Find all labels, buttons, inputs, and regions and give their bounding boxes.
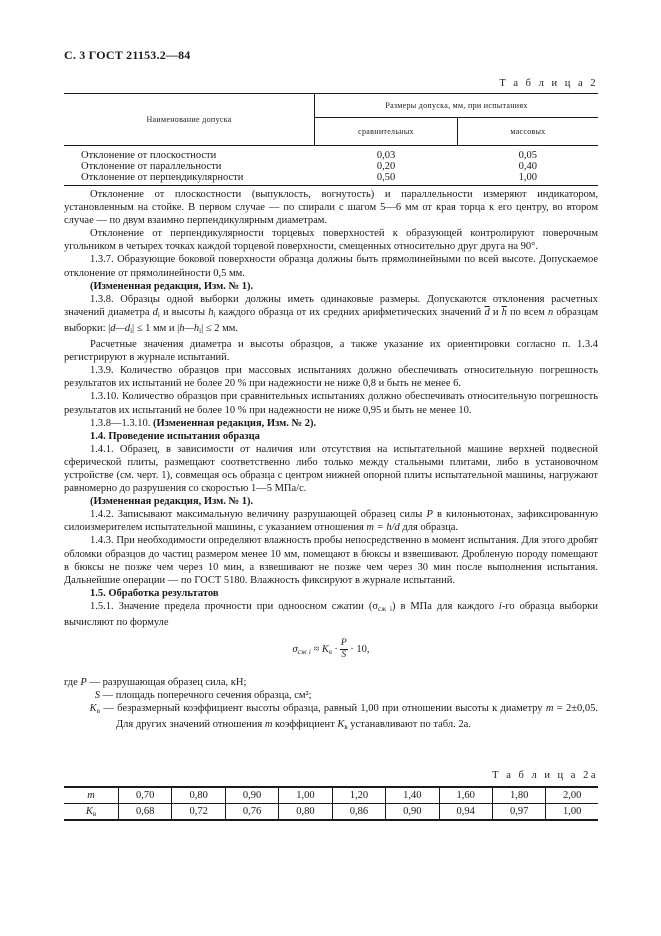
document-body [64, 188, 598, 734]
section-heading: 1.5. Обработка результатов [90, 587, 219, 599]
amendment-note: 1.3.8—1.3.10. (Измененная редакция, Изм. № 2). [90, 417, 317, 429]
section-heading: 1.4. Проведение испытания образца [90, 430, 260, 442]
paragraph: 1.3.7. Образующие боковой поверхности образца должны быть прямолинейными по всей высоте. Допускаемое отклонение от прямолинейности 0,5 мм. [64, 254, 598, 279]
paragraph: 1.4.2. Записывают максимальную величину разрушающей образец силы P в килоньютонах, зафиксированную силоизмерителем испытательной машины, с указанием отношения m = h/d для образца. [64, 509, 599, 534]
paragraph: 1.4.1. Образец, в зависимости от наличия или отсутствия на испытательной машине верхней подвесной сферической плиты, размещают соответственно либо только между стальными плитами, либо в установочном устройстве (см. черт. 1), совмещая ось образца с центром нижней опорной плиты испытательной машины, нагружают равномерно до разрушения со скоростью 1—5 МПа/с. [64, 443, 598, 495]
legend-line: где P — разрушающая образец сила, кН; [64, 677, 247, 689]
page-header: С. 3 ГОСТ 21153.2—84 [64, 48, 191, 62]
formula: $\sigma_{сж i} \approx K_в$ · $\frac{P}{S}$ · 10, [292, 638, 370, 661]
legend-line: S — площадь поперечного сечения образца, см²; [94, 690, 312, 702]
paragraph: Расчетные значения диаметра и высоты образцов, а также указание их ориентировки согласно п. 1.3.4 регистрируют в журнале испытаний. [64, 339, 598, 364]
amendment-note: (Измененная редакция, Изм. № 1). [90, 280, 254, 292]
table-2-col-a: сравнительных [315, 118, 458, 146]
table-row: Отклонение от перпендикулярности 0,50 1,00 [64, 172, 598, 186]
table-row: Отклонение от параллельности 0,20 0,40 [81, 160, 537, 172]
amendment-note: (Измененная редакция, Изм. № 1). [90, 496, 254, 508]
table-2-col-b: массовых [458, 118, 599, 146]
table-2-col-group: Размеры допуска, мм, при испытаниях [315, 94, 599, 118]
table-row: $K_в$ 0,68 0,72 0,76 0,80 0,86 0,90 0,94 0,97 1,00 [64, 804, 598, 821]
table-2a [64, 786, 598, 821]
paragraph: Отклонение от плоскостности (выпуклость, вогнутость) и параллельности измеряют индикатором, установленным на стойке. В первом случае — по спирали с шагом 5—6 мм от края торца к его центру, во втором случае — по двум взаимно перпендикулярным диаметрам. [64, 189, 598, 227]
paragraph: 1.3.9. Количество образцов при массовых испытаниях должно обеспечивать относительную погрешность результатов их испытаний не более 20 % при надежности не ниже 0,8 и быть не менее 6. [64, 365, 598, 390]
table-2-caption: Т а б л и ц а 2 [499, 78, 598, 89]
paragraph: 1.3.10. Количество образцов при сравнительных испытаниях должно обеспечивать относительную погрешность результатов их испытаний не более 10 % при надежности не ниже 0,95 и быть не менее 10. [64, 391, 598, 416]
paragraph: 1.3.8. Образцы одной выборки должны иметь одинаковые размеры. Допускаются отклонения расчетных значений диаметра $d_i$ и высоты $h_i$ каждого образца от их средних арифметических значений $\overline{d}$ и $\overline{h}$ по всем n образцам выборки: $|d—d_i| \le 1$ мм и $|h—h_i| \le 2$ мм. [64, 293, 598, 335]
table-2a-caption: Т а б л и ц а 2а [492, 770, 598, 781]
paragraph: 1.4.3. При необходимости определяют влажность пробы непосредственно в момент испытания. Для этого дробят обломки образцов до частиц размером менее 10 мм, помещают в бюксы и взвешивают. Дробленую породу помещают в бюксы не позже чем через 10 мин, а взвешивают не позже чем через 30 мин после выполнения испытания. Дальнейшие операции — по ГОСТ 5180. Влажность фиксируют в журнале испытаний. [64, 535, 598, 586]
paragraph: Отклонение от перпендикулярности торцевых поверхностей к образующей контролируют поверочным угольником в четырех точках каждой торцевой поверхности, смещенных относительно друг друга на 90°. [64, 228, 598, 253]
legend-line: $K_в$ — безразмерный коэффициент высоты образца, равный 1,00 при отношении высоты к диаметру m = 2±0,05. Для других значений отношения m коэффициент $K_в$ устанавливают по табл. 2а. [89, 703, 598, 732]
table-row: Отклонение от плоскостности 0,03 0,05 [81, 149, 537, 161]
paragraph: 1.5.1. Значение предела прочности при одноосном сжатии $(\sigma_{сж i})$ в МПа для каждого i-го образца выборки вычисляют по формуле [64, 600, 599, 628]
table-2-col-name: Наименование допуска [64, 94, 315, 146]
table-2 [64, 93, 598, 186]
table-row: m 0,70 0,80 0,90 1,00 1,20 1,40 1,60 1,80 2,00 [64, 787, 598, 804]
